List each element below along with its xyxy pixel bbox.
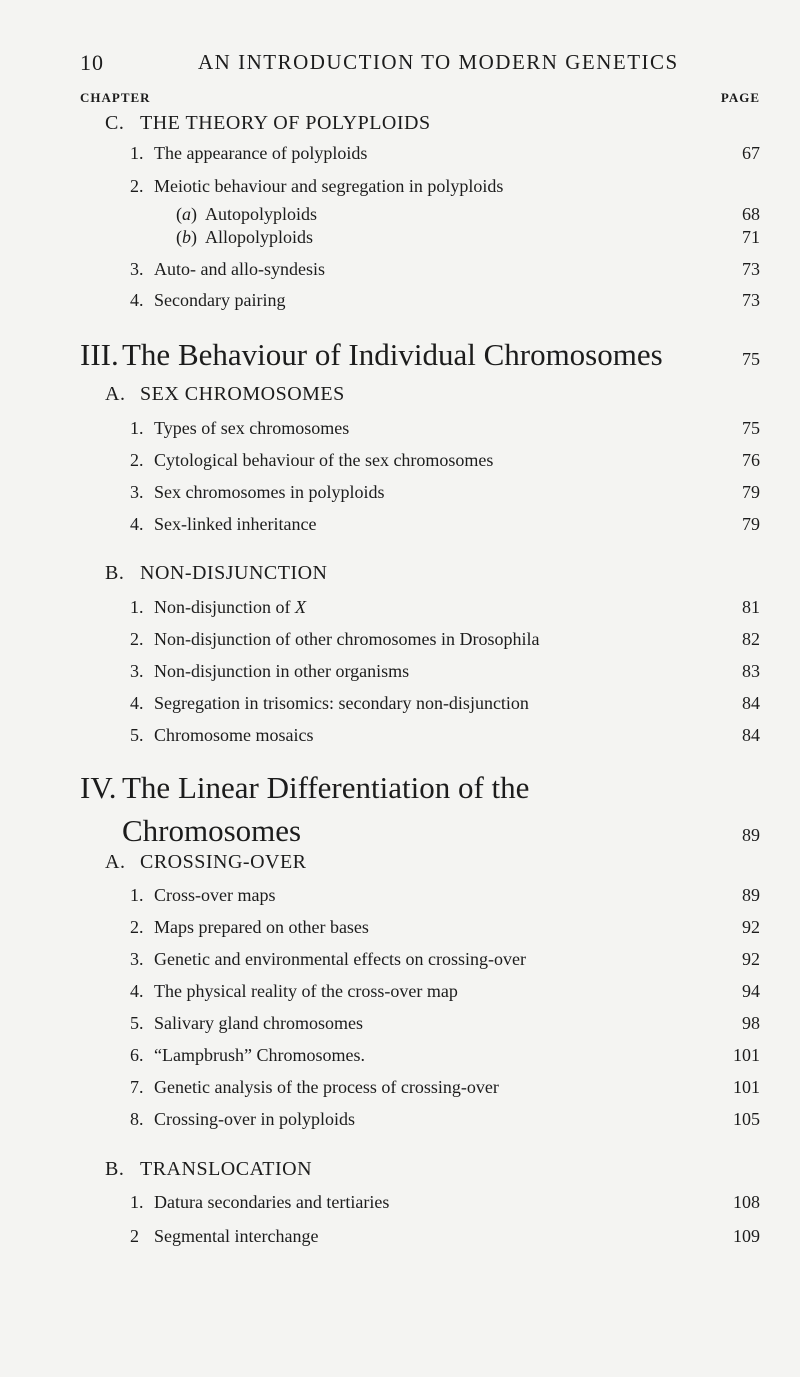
toc-title: Meiotic behaviour and segregation in polyploids (154, 176, 504, 196)
toc-title: Secondary pairing (154, 290, 286, 310)
toc-title: Sex chromosomes in polyploids (154, 482, 385, 502)
toc-number: 3. (130, 482, 144, 502)
toc-number: 1. (130, 597, 144, 617)
toc-page-number: 73 (742, 290, 760, 310)
toc-number: 3. (130, 949, 144, 969)
toc-title: Segmental interchange (154, 1226, 319, 1246)
toc-number: 1. (130, 418, 144, 438)
toc-title: Genetic and environmental effects on crossing-over (154, 949, 527, 969)
toc-title: SEX CHROMOSOMES (140, 383, 345, 405)
toc-number: A. (105, 383, 126, 405)
toc-number: III. (80, 337, 119, 372)
toc-title: Cytological behaviour of the sex chromosomes (154, 450, 494, 470)
toc-number: 5. (130, 1013, 144, 1033)
toc-number: (b) (176, 227, 197, 247)
toc-number: 3. (130, 661, 144, 681)
toc-page-number: 83 (742, 661, 760, 681)
toc-page-number: 109 (733, 1226, 760, 1246)
toc-number: 4. (130, 981, 144, 1001)
toc-page-number: 84 (742, 725, 760, 745)
toc-title: THE THEORY OF POLYPLOIDS (140, 112, 431, 134)
page-number: 10 (80, 50, 104, 75)
toc-page-number: 84 (742, 693, 760, 713)
toc-title: Non-disjunction of other chromosomes in Drosophila (154, 629, 540, 649)
book-title: AN INTRODUCTION TO MODERN GENETICS (198, 50, 679, 74)
toc-page-number: 92 (742, 917, 760, 937)
toc-page-number: 82 (742, 629, 760, 649)
toc-number: B. (105, 562, 125, 584)
toc-title: Chromosome mosaics (154, 725, 314, 745)
toc-title: Crossing-over in polyploids (154, 1109, 355, 1129)
toc-number: C. (105, 112, 125, 134)
toc-title: Chromosomes (122, 813, 302, 848)
toc-page-number: 94 (742, 981, 760, 1001)
toc-number: 4. (130, 290, 144, 310)
toc-title: Cross-over maps (154, 885, 276, 905)
toc-number: 7. (130, 1077, 144, 1097)
toc-title: Non-disjunction of X (154, 597, 306, 617)
page-column-heading: PAGE (720, 90, 760, 105)
toc-page-number: 108 (733, 1192, 760, 1212)
toc-title: Genetic analysis of the process of crossing-over (154, 1077, 499, 1097)
toc-page-number: 89 (742, 825, 760, 845)
toc-title: Maps prepared on other bases (154, 917, 369, 937)
chapter-column-heading: CHAPTER (80, 90, 151, 105)
toc-number: IV. (80, 770, 117, 805)
toc-number: 4. (130, 693, 144, 713)
toc-page-number: 79 (742, 482, 760, 502)
toc-number: B. (105, 1158, 125, 1180)
toc-title: Types of sex chromosomes (154, 418, 350, 438)
toc-title: The Linear Differentiation of the (122, 770, 530, 805)
toc-title: The appearance of polyploids (154, 143, 368, 163)
toc-page-number: 101 (733, 1045, 760, 1065)
toc-page-number: 98 (742, 1013, 760, 1033)
toc-title: Auto- and allo-syndesis (154, 259, 325, 279)
toc-title: Allopolyploids (205, 227, 314, 247)
toc-number: 3. (130, 259, 144, 279)
toc-page-number: 75 (742, 349, 760, 369)
toc-title: Datura secondaries and tertiaries (154, 1192, 390, 1212)
toc-page-number: 92 (742, 949, 760, 969)
toc-title: NON-DISJUNCTION (140, 562, 328, 584)
toc-page-number: 89 (742, 885, 760, 905)
toc-page-number: 67 (742, 143, 760, 163)
toc-number: 2. (130, 450, 144, 470)
toc-title: Sex-linked inheritance (154, 514, 317, 534)
toc-number: 1. (130, 1192, 144, 1212)
toc-number: 1. (130, 143, 144, 163)
toc-page-number: 71 (742, 227, 760, 247)
toc-page-number: 73 (742, 259, 760, 279)
toc-page-number: 75 (742, 418, 760, 438)
toc-number: 2. (130, 917, 144, 937)
toc-page-number: 79 (742, 514, 760, 534)
toc-page-number: 76 (742, 450, 760, 470)
toc-number: 1. (130, 885, 144, 905)
toc-title: “Lampbrush” Chromosomes. (154, 1045, 365, 1065)
toc-number: (a) (176, 204, 197, 224)
toc-title: Autopolyploids (205, 204, 318, 224)
toc-title: Salivary gland chromosomes (154, 1013, 363, 1033)
toc-page-number: 105 (733, 1109, 760, 1129)
toc-title-italic: X (295, 597, 306, 617)
toc-number: 2 (130, 1226, 139, 1246)
toc-number: 4. (130, 514, 144, 534)
toc-title: Non-disjunction in other organisms (154, 661, 410, 681)
toc-page-number: 68 (742, 204, 760, 224)
toc-title: Segregation in trisomics: secondary non-disjunction (154, 693, 529, 713)
toc-title: CROSSING-OVER (140, 851, 307, 873)
toc-page-number: 101 (733, 1077, 760, 1097)
toc-title: The physical reality of the cross-over map (154, 981, 458, 1001)
toc-number: 2. (130, 176, 144, 196)
toc-number: 8. (130, 1109, 144, 1129)
toc-page-number: 81 (742, 597, 760, 617)
toc-number: A. (105, 851, 126, 873)
toc-number: 6. (130, 1045, 144, 1065)
toc-number: 5. (130, 725, 144, 745)
toc-title: The Behaviour of Individual Chromosomes (122, 337, 663, 372)
toc-number: 2. (130, 629, 144, 649)
toc-title: TRANSLOCATION (140, 1158, 313, 1180)
